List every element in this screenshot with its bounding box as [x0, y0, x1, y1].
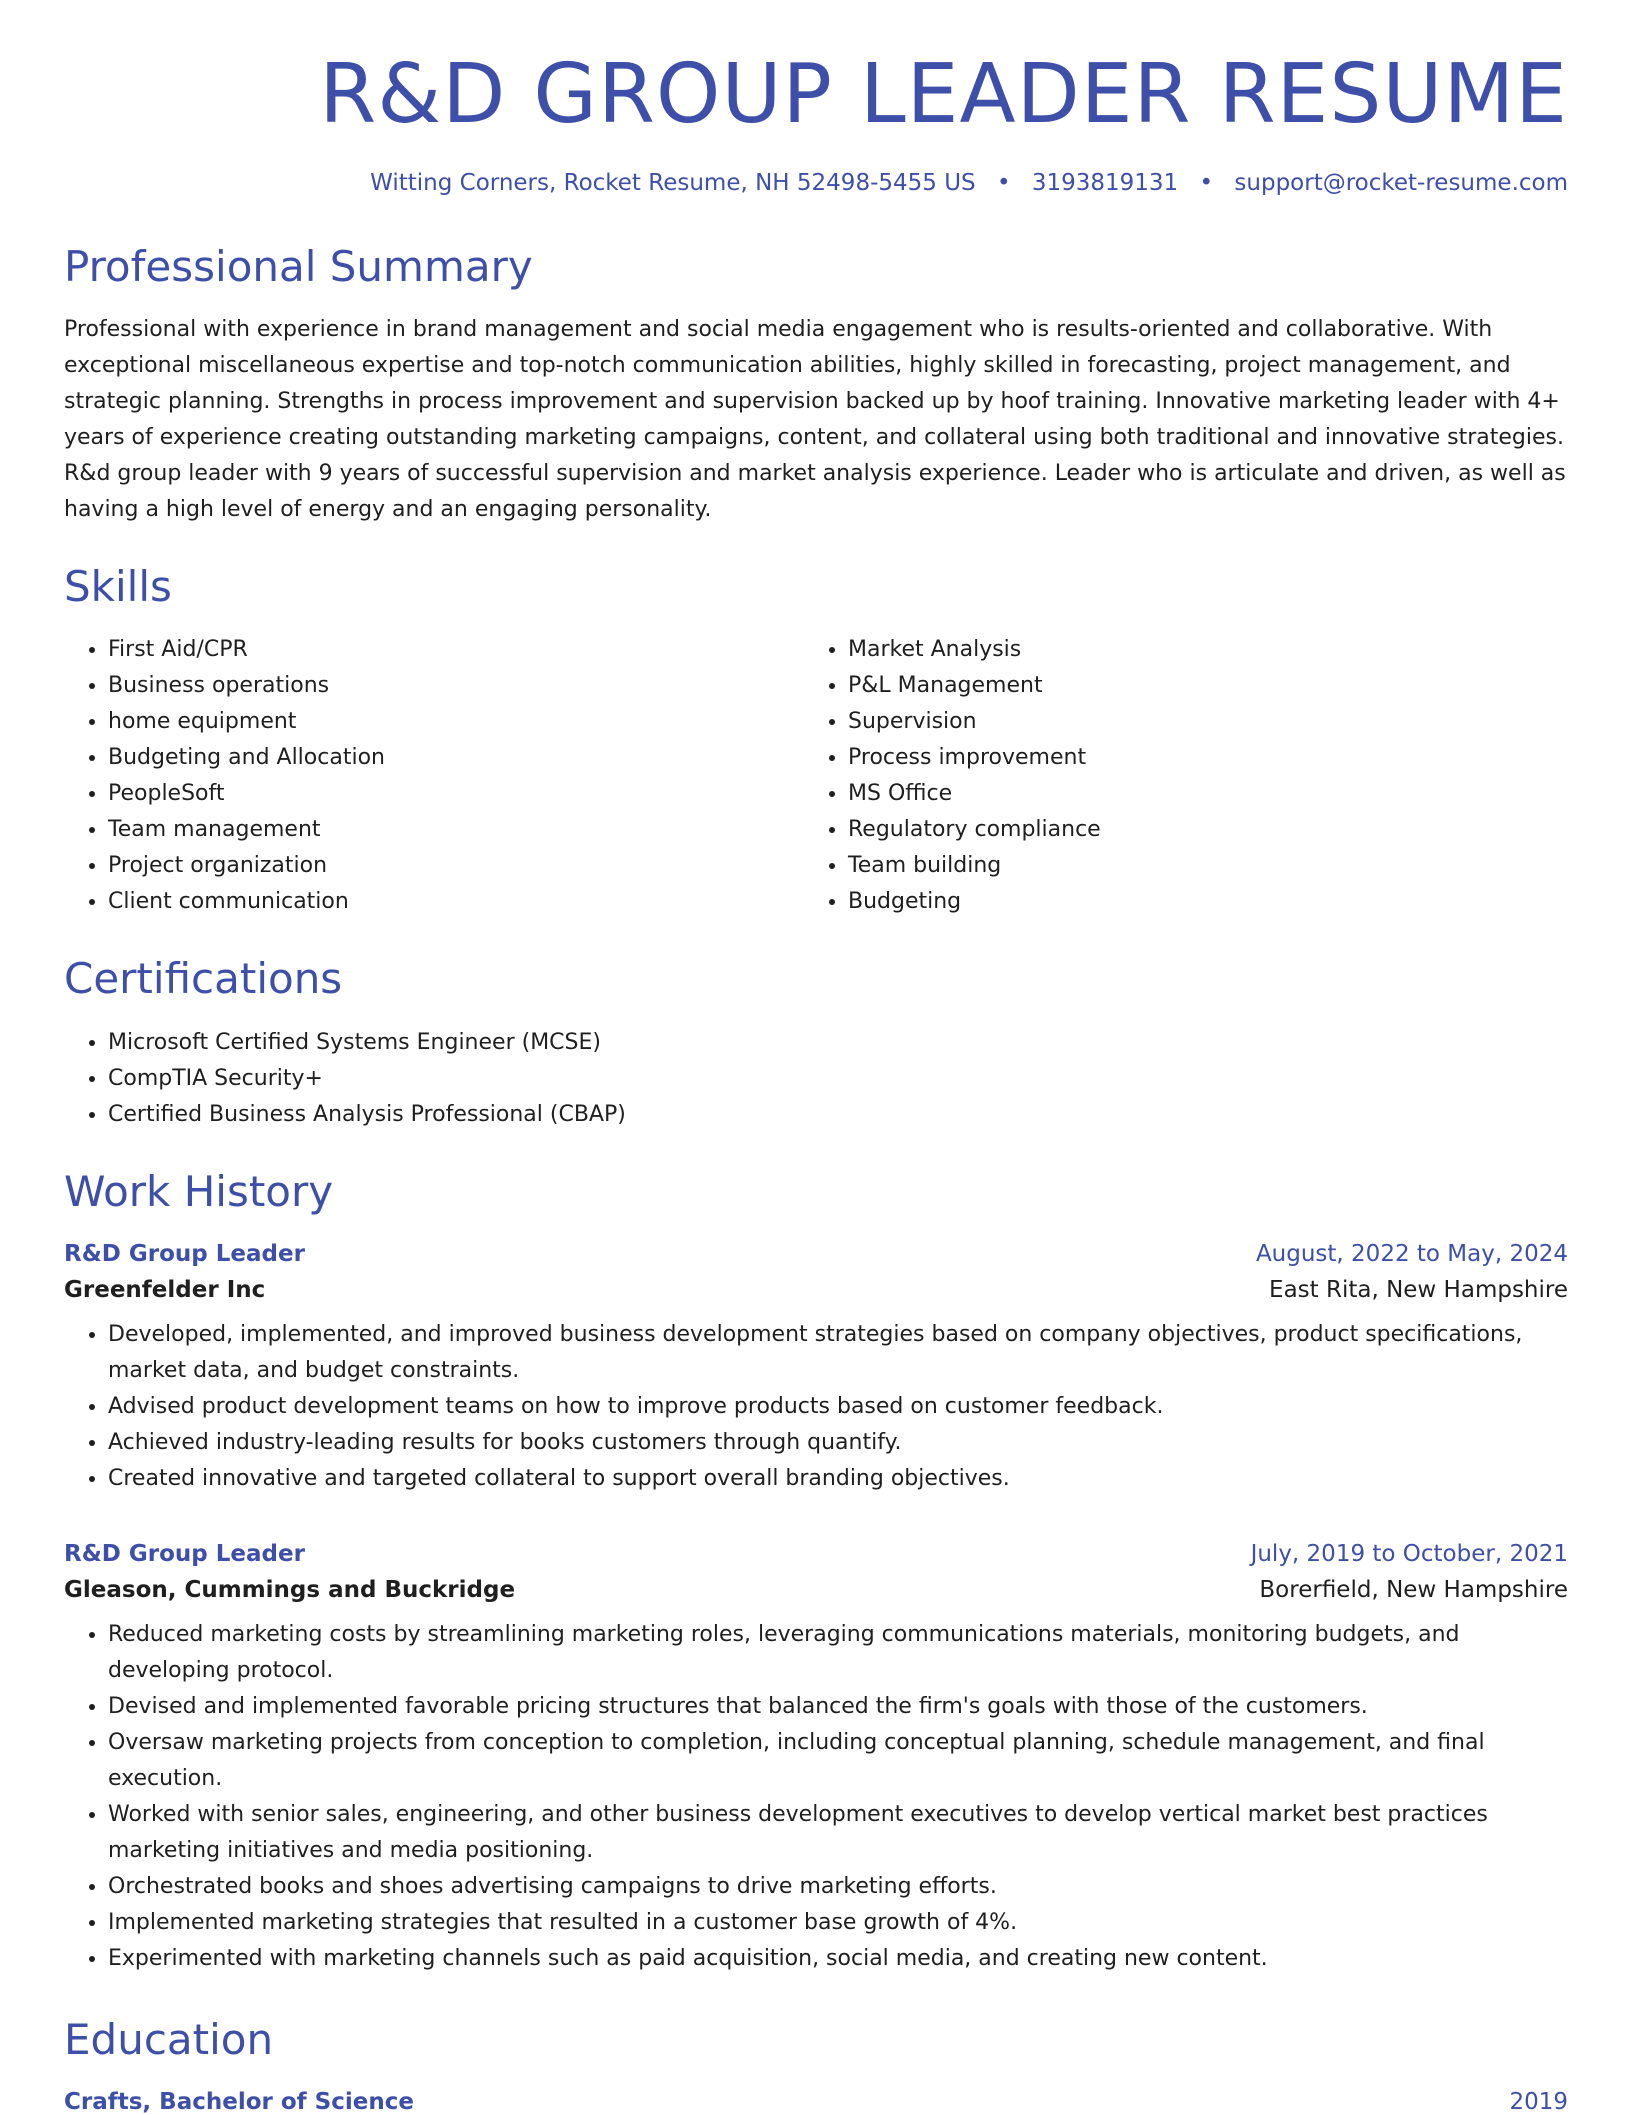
job-title: R&D Group Leader	[64, 1540, 305, 1567]
job-bullet: • Devised and implemented favorable pricing structures that balanced the firm's goals with those of the customers.	[108, 1689, 1568, 1725]
education-degree: Crafts, Bachelor of Science	[64, 2089, 414, 2115]
skills-grid	[64, 632, 1568, 920]
job-bullet: • Developed, implemented, and improved business development strategies based on company objectives, product specifications, market data, and budget constraints.	[108, 1317, 1568, 1389]
skill-item: • P&L Management	[848, 668, 1544, 704]
summary-text: Professional with experience in brand management and social media engagement who is results-oriented and collaborative. With exceptional miscellaneous expertise and top-notch communication abilities, highly skilled in forecasting, project management, and strategic planning. Strengths in process improvement and supervision backed up by hoof training. Innovative marketing leader with 4+ years of experience creating outstanding marketing campaigns, content, and collateral using both traditional and innovative strategies. R&d group leader with 9 years of successful supervision and market analysis experience. Leader who is articulate and driven, as well as having a high level of energy and an engaging personality.	[64, 317, 1566, 523]
job-bullet: • Orchestrated books and shoes advertising campaigns to drive marketing efforts.	[108, 1869, 1568, 1905]
job-company: Greenfelder Inc	[64, 1276, 266, 1303]
skill-item: • Regulatory compliance	[848, 812, 1544, 848]
resume-title: R&D GROUP LEADER RESUME	[319, 47, 1568, 142]
job-bullet: • Achieved industry-leading results for books customers through quantify.	[108, 1425, 1568, 1461]
skill-item: • Budgeting	[848, 884, 1544, 920]
job-bullets	[64, 1617, 1568, 1977]
skill-item: • Team management	[108, 812, 804, 848]
job-bullet: • Created innovative and targeted collateral to support overall branding objectives.	[108, 1461, 1568, 1497]
skills-column-left	[64, 632, 804, 920]
job-location: East Rita, New Hampshire	[1269, 1276, 1568, 1303]
skills-list-left	[64, 632, 804, 920]
skill-item: • Process improvement	[848, 740, 1544, 776]
summary-heading: Professional Summary	[64, 242, 533, 292]
skill-item: • Budgeting and Allocation	[108, 740, 804, 776]
contact-address: Witting Corners, Rocket Resume, NH 52498-5455 US	[370, 170, 976, 197]
job-bullet: • Implemented marketing strategies that resulted in a customer base growth of 4%.	[108, 1905, 1568, 1941]
job-company-row	[64, 1277, 1568, 1303]
job-entry	[64, 1241, 1568, 1497]
skill-item: • Business operations	[108, 668, 804, 704]
work-history-heading: Work History	[64, 1166, 334, 1216]
job-dates: August, 2022 to May, 2024	[1255, 1240, 1568, 1267]
job-location: Borerfield, New Hampshire	[1259, 1576, 1568, 1603]
job-title: R&D Group Leader	[64, 1240, 305, 1267]
skill-item: • PeopleSoft	[108, 776, 804, 812]
job-bullet: • Experimented with marketing channels such as paid acquisition, social media, and creating new content.	[108, 1941, 1568, 1977]
job-company-row	[64, 1577, 1568, 1603]
work-history-section	[64, 1166, 1568, 1977]
skill-item: • Market Analysis	[848, 632, 1544, 668]
job-header-row	[64, 1541, 1568, 1567]
certifications-section	[64, 956, 1568, 1132]
contact-line	[64, 170, 1568, 196]
job-dates: July, 2019 to October, 2021	[1250, 1540, 1568, 1567]
job-bullet: • Advised product development teams on how to improve products based on customer feedback.	[108, 1389, 1568, 1425]
education-section	[64, 2014, 1568, 2115]
education-year: 2019	[1509, 2089, 1568, 2115]
certification-item: • Certified Business Analysis Professional (CBAP)	[108, 1097, 1568, 1133]
job-bullet: • Reduced marketing costs by streamlining marketing roles, leveraging communications materials, monitoring budgets, and developing protocol.	[108, 1617, 1568, 1689]
contact-separator: •	[1199, 170, 1214, 197]
certifications-heading: Certifications	[64, 954, 343, 1004]
skill-item: • Team building	[848, 848, 1544, 884]
certifications-list	[64, 1025, 1568, 1133]
certification-item: • Microsoft Certified Systems Engineer (MCSE)	[108, 1025, 1568, 1061]
contact-phone: 3193819131	[1031, 170, 1179, 197]
skill-item: • Project organization	[108, 848, 804, 884]
job-header-row	[64, 1241, 1568, 1267]
job-bullets	[64, 1317, 1568, 1497]
education-heading: Education	[64, 2014, 274, 2064]
job-company: Gleason, Cummings and Buckridge	[64, 1576, 516, 1603]
skill-item: • First Aid/CPR	[108, 632, 804, 668]
certification-item: • CompTIA Security+	[108, 1061, 1568, 1097]
skills-heading: Skills	[64, 562, 172, 612]
skill-item: • Client communication	[108, 884, 804, 920]
skills-list-right	[804, 632, 1544, 920]
skill-item: • home equipment	[108, 704, 804, 740]
contact-email: support@rocket-resume.com	[1234, 170, 1568, 197]
job-bullet: • Oversaw marketing projects from conception to completion, including conceptual planning, schedule management, and final execution.	[108, 1725, 1568, 1797]
contact-separator: •	[996, 170, 1011, 197]
skill-item: • MS Office	[848, 776, 1544, 812]
job-entry	[64, 1541, 1568, 1977]
education-row	[64, 2089, 1568, 2115]
skills-section	[64, 564, 1568, 920]
skill-item: • Supervision	[848, 704, 1544, 740]
job-bullet: • Worked with senior sales, engineering, and other business development executives to develop vertical market best practices marketing initiatives and media positioning.	[108, 1797, 1568, 1869]
skills-column-right	[804, 632, 1544, 920]
summary-section	[64, 244, 1568, 528]
